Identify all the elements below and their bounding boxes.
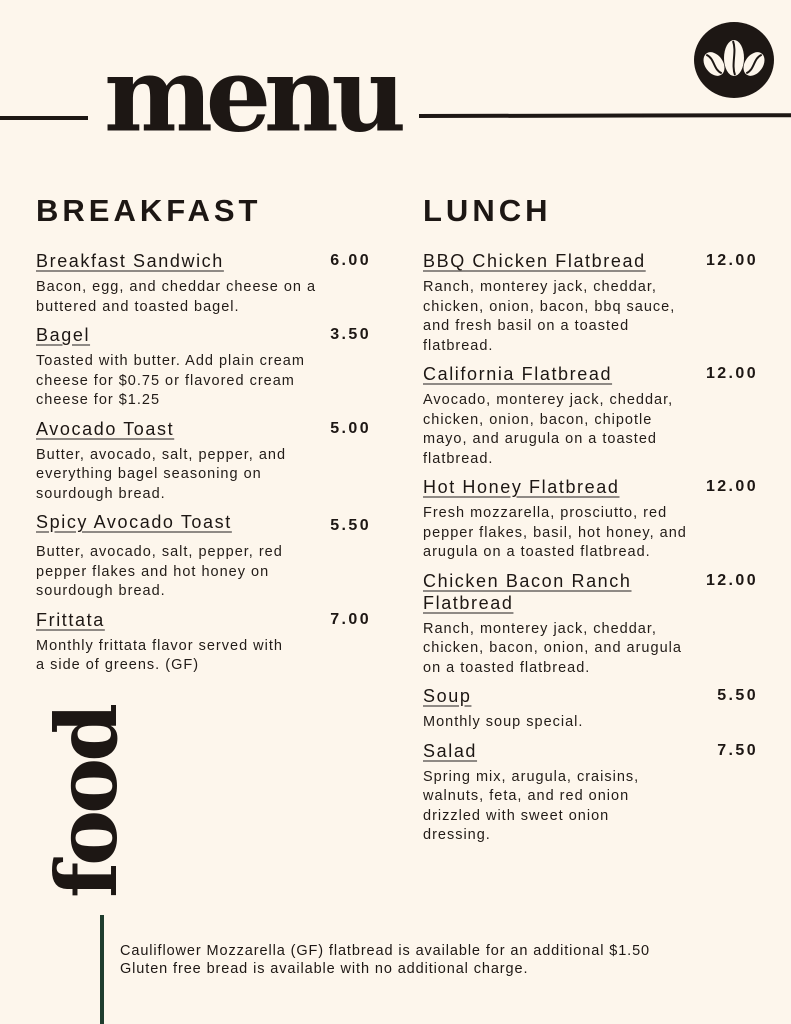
menu-item	[423, 740, 758, 846]
item-price: 12.00	[705, 571, 758, 589]
item-price: 12.00	[705, 252, 758, 269]
item-name-link[interactable]: BBQ Chicken Flatbread	[423, 251, 646, 271]
menu-item	[423, 363, 758, 469]
item-name-link[interactable]: Hot Honey Flatbread	[423, 477, 620, 497]
breakfast-section	[36, 192, 371, 683]
coffee-beans-svg	[699, 37, 769, 83]
menu-item	[36, 324, 371, 411]
menu-item	[423, 250, 758, 356]
menu-item	[36, 418, 371, 505]
page-title: menu	[104, 34, 399, 156]
item-price: 3.50	[330, 326, 371, 343]
coffee-beans-icon	[694, 22, 774, 98]
item-description: Monthly frittata flavor served with a side of greens. (GF)	[36, 637, 283, 673]
item-name-link[interactable]: Breakfast Sandwich	[36, 251, 224, 271]
item-price: 7.00	[330, 610, 371, 628]
item-description: Ranch, monterey jack, cheddar, chicken, onion, bacon, bbq sauce, and fresh basil on a toasted flatbread.	[423, 279, 676, 354]
footer-note	[120, 942, 650, 978]
item-name-link[interactable]: Salad	[423, 740, 478, 761]
item-price: 7.50	[717, 741, 758, 759]
item-description: Bacon, egg, and cheddar cheese on a buttered and toasted bagel.	[36, 279, 317, 315]
item-description: Fresh mozzarella, prosciutto, red pepper flakes, basil, hot honey, and arugula on a toasted flatbread.	[423, 505, 687, 560]
header-rule-right	[419, 113, 791, 118]
item-price: 12.00	[705, 478, 758, 495]
item-price: 6.00	[330, 252, 371, 269]
item-description: Butter, avocado, salt, pepper, red pepper flakes and hot honey on sourdough bread.	[36, 544, 283, 599]
menu-item	[36, 250, 371, 317]
item-description: Spring mix, arugula, craisins, walnuts, feta, and red onion drizzled with sweet onion dressing.	[423, 768, 640, 843]
menu-item	[36, 511, 371, 602]
breakfast-heading: BREAKFAST	[36, 193, 262, 228]
item-name-link[interactable]: California Flatbread	[423, 364, 613, 384]
lunch-section	[423, 192, 758, 853]
footer-note-line-2: Gluten free bread is available with no additional charge.	[120, 961, 529, 977]
item-price: 12.00	[705, 365, 758, 382]
item-name-link[interactable]: Spicy Avocado Toast	[36, 512, 232, 532]
item-name-link[interactable]: Avocado Toast	[36, 418, 175, 439]
item-description: Ranch, monterey jack, cheddar, chicken, bacon, onion, and arugula on a toasted flatbread.	[423, 620, 682, 676]
food-side-label: food	[37, 707, 136, 898]
header-rule-left	[0, 116, 88, 120]
footer-note-line-1: Cauliflower Mozzarella (GF) flatbread is available for an additional $1.50	[120, 943, 651, 959]
item-price: 5.50	[330, 517, 371, 534]
item-name-link[interactable]: Soup	[423, 686, 472, 706]
item-description: Avocado, monterey jack, cheddar, chicken, onion, bacon, chipotle mayo, and arugula on a toasted flatbread.	[423, 392, 674, 467]
note-accent-bar	[100, 915, 104, 1024]
item-name-link[interactable]: Frittata	[36, 609, 105, 630]
menu-item	[423, 685, 758, 733]
menu-item	[423, 570, 758, 679]
item-description: Toasted with butter. Add plain cream cheese for $0.75 or flavored cream cheese for $1.25	[36, 353, 305, 408]
menu-item	[36, 609, 371, 676]
item-name-link[interactable]: Bagel	[36, 325, 91, 345]
item-description: Butter, avocado, salt, pepper, and everything bagel seasoning on sourdough bread.	[36, 446, 287, 502]
item-price: 5.50	[717, 687, 758, 704]
item-price: 5.00	[330, 419, 371, 437]
menu-item	[423, 476, 758, 563]
item-name-link[interactable]: Chicken Bacon Ranch Flatbread	[423, 570, 632, 613]
lunch-heading: LUNCH	[423, 193, 552, 228]
item-description: Monthly soup special.	[423, 714, 584, 730]
